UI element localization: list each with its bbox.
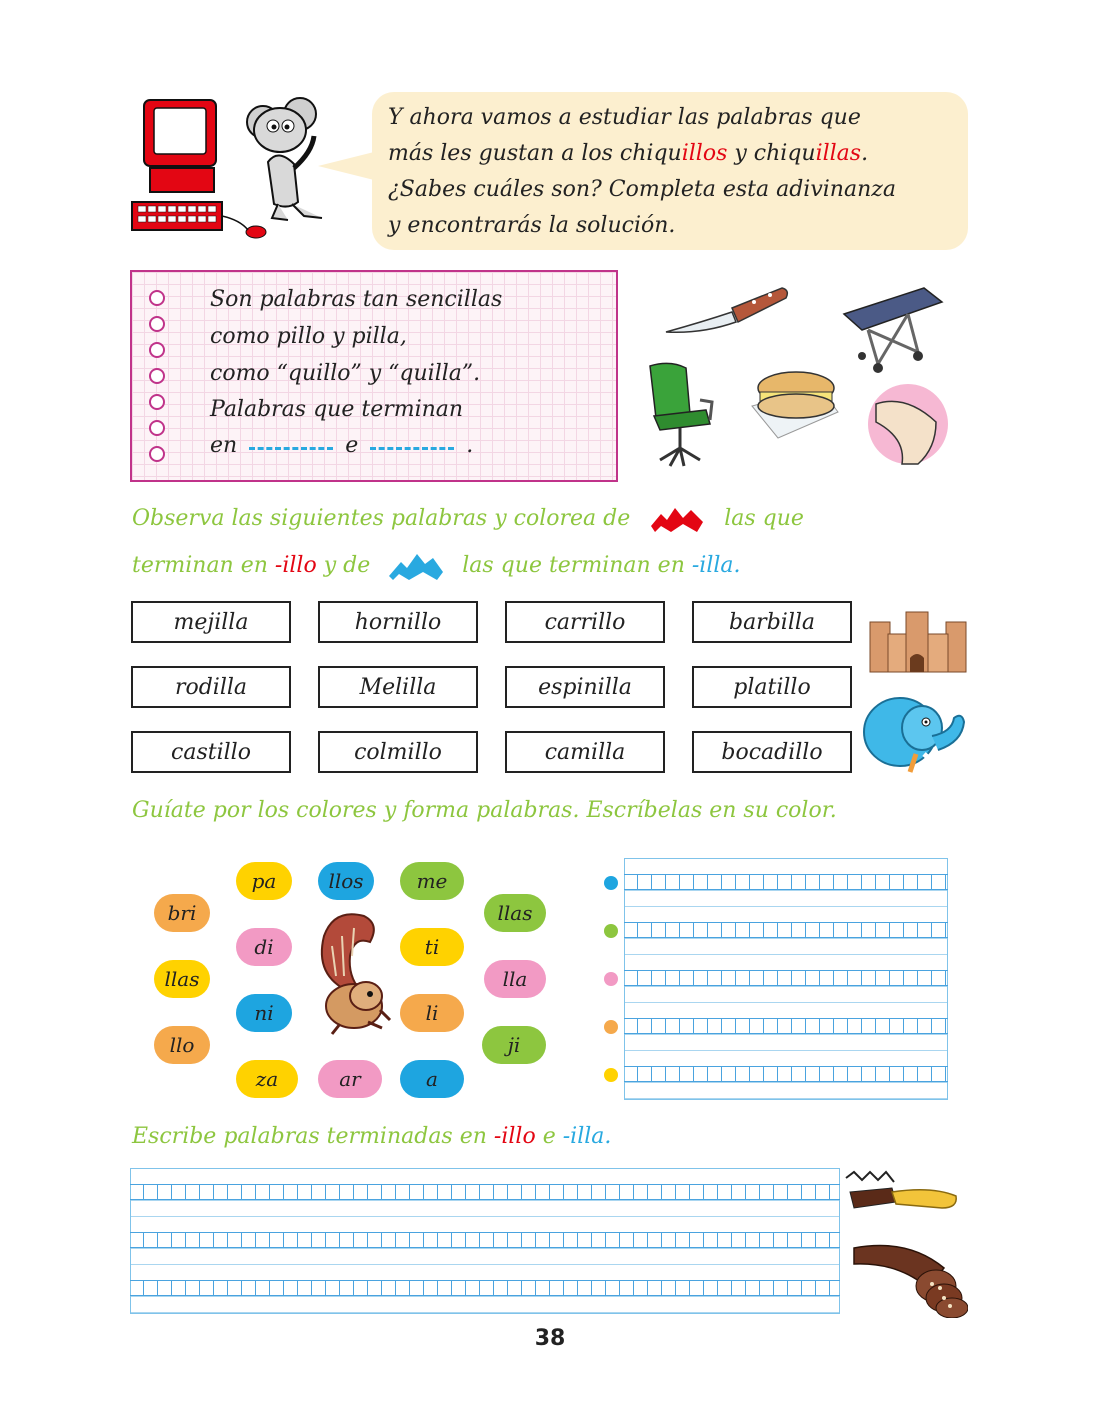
writing-line[interactable]	[624, 970, 948, 986]
binder-ring	[149, 446, 165, 462]
syllable-di[interactable]: di	[236, 928, 292, 966]
riddle-line-2: como pillo y pilla,	[210, 324, 407, 349]
binder-ring	[149, 316, 165, 332]
sandwich-icon	[750, 366, 842, 440]
color-dot-orange	[604, 1020, 618, 1034]
squirrel-icon	[310, 906, 396, 1046]
word-box[interactable]: espinilla	[505, 666, 665, 708]
suffix-illo: -illo	[274, 553, 317, 578]
color-dot-green	[604, 924, 618, 938]
binder-ring	[149, 420, 165, 436]
exercise1-period: .	[733, 553, 741, 578]
intro-line-2-c: .	[861, 141, 869, 166]
riddle-blank-2[interactable]	[370, 443, 454, 450]
intro-line-3: ¿Sabes cuáles son? Completa esta adivinanza	[388, 177, 896, 202]
word-box[interactable]: colmillo	[318, 731, 478, 773]
intro-line-2-b: y chiqu	[727, 141, 816, 166]
binder-ring	[149, 368, 165, 384]
intro-line-2	[388, 136, 956, 172]
chin-icon	[866, 382, 950, 466]
exercise2-instruction: Guíate por los colores y forma palabras. Escríbelas en su color.	[132, 798, 837, 823]
word-box[interactable]: bocadillo	[692, 731, 852, 773]
sausage-icon	[848, 1238, 968, 1318]
syllable-llas-yellow[interactable]: llas	[154, 960, 210, 998]
word-box[interactable]: hornillo	[318, 601, 478, 643]
syllable-llas-green[interactable]: llas	[484, 894, 546, 932]
writing-line[interactable]	[624, 874, 948, 890]
word-box[interactable]: Melilla	[318, 666, 478, 708]
riddle-line-1: Son palabras tan sencillas	[210, 287, 503, 312]
syllable-llo[interactable]: llo	[154, 1026, 210, 1064]
word-box[interactable]: platillo	[692, 666, 852, 708]
page-number: 38	[534, 1326, 566, 1351]
intro-text	[388, 100, 956, 244]
syllable-za[interactable]: za	[236, 1060, 298, 1098]
exercise3-suffix-illa: -illa	[562, 1124, 605, 1149]
word-box[interactable]: rodilla	[131, 666, 291, 708]
exercise3-text-a: Escribe palabras terminadas en	[132, 1124, 487, 1149]
riddle-en: en	[210, 433, 238, 458]
riddle-period: .	[466, 433, 474, 458]
syllable-me[interactable]: me	[400, 862, 464, 900]
syllable-bri[interactable]: bri	[154, 894, 210, 932]
syllable-lla[interactable]: lla	[484, 960, 546, 998]
word-box[interactable]: mejilla	[131, 601, 291, 643]
syllable-ni[interactable]: ni	[236, 994, 292, 1032]
red-crayon-mark-icon	[649, 504, 705, 534]
syllable-pa[interactable]: pa	[236, 862, 292, 900]
riddle-line-3: como “quillo” y “quilla”.	[210, 361, 481, 386]
exercise1-text-a: Observa las siguientes palabras y colorea de	[132, 506, 631, 531]
hairbrush-icon	[842, 1168, 960, 1220]
riddle-e: e	[345, 433, 359, 458]
riddle-line-5	[210, 428, 473, 464]
syllable-li[interactable]: li	[400, 994, 464, 1032]
office-chair-icon	[640, 360, 720, 472]
syllable-ti[interactable]: ti	[400, 928, 464, 966]
intro-line-4: y encontrarás la solución.	[388, 213, 676, 238]
intro-highlight-illas: illas	[815, 141, 862, 166]
writing-line[interactable]	[130, 1232, 840, 1248]
exercise3-instruction	[132, 1124, 932, 1149]
exercise1-text-e: las que terminan en	[462, 553, 685, 578]
word-box[interactable]: carrillo	[505, 601, 665, 643]
exercise1-text-b: las que	[724, 506, 804, 531]
color-dot-yellow	[604, 1068, 618, 1082]
color-dot-blue	[604, 876, 618, 890]
syllable-a[interactable]: a	[400, 1060, 464, 1098]
riddle-line-4: Palabras que terminan	[210, 397, 464, 422]
color-dot-pink	[604, 972, 618, 986]
knife-icon	[662, 282, 792, 338]
writing-line[interactable]	[624, 1018, 948, 1034]
exercise1-text-d: y de	[323, 553, 371, 578]
writing-line[interactable]	[130, 1280, 840, 1296]
exercise3-period: .	[604, 1124, 612, 1149]
exercise1-instruction-line2	[132, 550, 912, 582]
word-box[interactable]: castillo	[131, 731, 291, 773]
binder-ring	[149, 290, 165, 306]
writing-line[interactable]	[130, 1184, 840, 1200]
intro-line-1: Y ahora vamos a estudiar las palabras que	[388, 105, 861, 130]
blue-crayon-mark-icon	[387, 550, 445, 582]
exercise1-instruction-line1	[132, 504, 912, 534]
syllable-llos[interactable]: llos	[318, 862, 374, 900]
computer-mouse-illustration	[128, 92, 328, 242]
word-box[interactable]: camilla	[505, 731, 665, 773]
syllable-ar[interactable]: ar	[318, 1060, 382, 1098]
intro-line-2-a: más les gustan a los chiqu	[388, 141, 682, 166]
suffix-illa: -illa	[691, 553, 734, 578]
word-box[interactable]: barbilla	[692, 601, 852, 643]
syllable-ji[interactable]: ji	[482, 1026, 546, 1064]
writing-line[interactable]	[624, 922, 948, 938]
elephant-icon	[862, 692, 970, 782]
speech-bubble-tail	[318, 152, 374, 180]
exercise1-text-c: terminan en	[132, 553, 268, 578]
writing-line[interactable]	[624, 1066, 948, 1082]
exercise3-text-b: e	[542, 1124, 556, 1149]
castle-icon	[866, 608, 970, 674]
exercise3-suffix-illo: -illo	[493, 1124, 536, 1149]
stretcher-icon	[838, 280, 950, 378]
binder-ring	[149, 342, 165, 358]
riddle-blank-1[interactable]	[249, 443, 333, 450]
binder-ring	[149, 394, 165, 410]
intro-highlight-illos: illos	[681, 141, 728, 166]
